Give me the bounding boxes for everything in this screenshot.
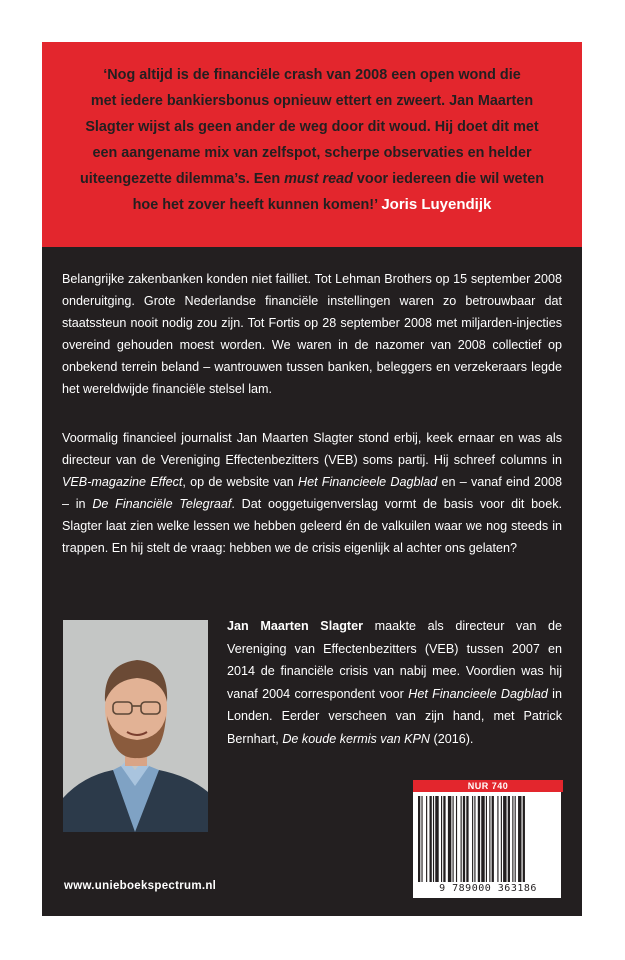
author-bio bbox=[227, 615, 562, 750]
barcode-bar bbox=[426, 796, 427, 882]
endorsement-quote bbox=[62, 62, 562, 218]
barcode-bar bbox=[512, 796, 513, 882]
bio-text: maakte als directeur van de Vereniging van Effectenbezitters (VEB) tussen 2007 en 2014 de financiële crisis van nabij mee. Voordien was hij vanaf 2004 correspondent voor bbox=[227, 619, 563, 701]
quote-line: Slagter wijst als geen ander de weg door dit woud. Hij doet dit met bbox=[85, 119, 539, 135]
barcode-bar bbox=[523, 796, 525, 882]
barcode-box bbox=[412, 779, 562, 899]
barcode-bar bbox=[453, 796, 454, 882]
blurb-text: en – vanaf eind 2008 – in bbox=[62, 475, 562, 511]
blurb-paragraph-2 bbox=[62, 427, 562, 559]
publication-title: Het Financieele Dagblad bbox=[297, 475, 438, 489]
barcode-bar bbox=[456, 796, 457, 882]
barcode-bar bbox=[435, 796, 438, 882]
barcode-bar bbox=[501, 796, 502, 882]
barcode-bar bbox=[443, 796, 445, 882]
blurb-text: Voormalig financieel journalist Jan Maarten Slagter stond erbij, keek ernaar en was als directeur van de Vereniging Effectenbezitters (VEB) soms partij. Hij schreef columns in bbox=[62, 431, 562, 467]
barcode-bar bbox=[481, 796, 484, 882]
publisher-website: www.unieboekspectrum.nl bbox=[64, 880, 217, 892]
quote-line: een aangename mix van zelfspot, scherpe observaties en helder bbox=[92, 145, 532, 161]
barcode-bar bbox=[518, 796, 521, 882]
quote-line: hoe het zover heeft kunnen komen!’ bbox=[132, 197, 382, 213]
quote-line: ‘Nog altijd is de financiële crash van 2008 een open wond die bbox=[103, 67, 521, 83]
barcode-bar bbox=[486, 796, 487, 882]
book-title: De koude kermis van KPN bbox=[282, 731, 431, 746]
quote-line: uiteengezette dilemma’s. Een bbox=[79, 171, 285, 187]
quote-emphasis: must read bbox=[284, 171, 353, 187]
isbn-number: 9 789000 363186 bbox=[439, 883, 537, 894]
barcode-bar bbox=[474, 796, 475, 882]
barcode-bar bbox=[418, 796, 420, 882]
publication-title: Het Financieele Dagblad bbox=[408, 686, 548, 701]
bio-text: in Londen. Eerder verscheen van zijn hand, met Patrick Bernhart, bbox=[227, 686, 562, 746]
isbn-barcode bbox=[418, 796, 558, 882]
author-photo bbox=[63, 620, 208, 832]
barcode-bar bbox=[478, 796, 480, 882]
barcode-bar bbox=[503, 796, 506, 882]
barcode-bar bbox=[472, 796, 473, 882]
quote-author: Joris Luyendijk bbox=[381, 196, 492, 213]
author-name: Jan Maarten Slagter bbox=[227, 619, 364, 633]
nur-code: NUR 740 bbox=[413, 780, 563, 792]
author-portrait-illustration bbox=[63, 620, 208, 832]
blurb-text: , op de website van bbox=[182, 475, 298, 489]
quote-line: met iedere bankiersbonus opnieuw ettert en zweert. Jan Maarten bbox=[90, 93, 534, 109]
barcode-bar bbox=[421, 796, 422, 882]
barcode-bar bbox=[463, 796, 465, 882]
barcode-bar bbox=[466, 796, 468, 882]
barcode-bar bbox=[441, 796, 442, 882]
bio-text: (2016). bbox=[430, 731, 474, 746]
barcode-bar bbox=[515, 796, 516, 882]
blurb-paragraph-1: Belangrijke zakenbanken konden niet failliet. Tot Lehman Brothers op 15 september 2008 onderuitging. Grote Nederlandse financiële instellingen waren zo betrouwbaar dat staatssteun nooit nodig zou zijn. Tot Fortis op 28 september 2008 met miljarden-injecties overeind gehouden moest worden. We waren in de nazomer van 2008 collectief op onbekend terrein beland – wantrouwen tussen banken, beleggers en verzekeraars legde het wereldwijde financiële stelsel lam. bbox=[62, 272, 562, 396]
barcode-bar bbox=[433, 796, 434, 882]
blurb-text: . Dat ooggetuigenverslag vormt de basis voor dit boek. Slagter laat zien welke lessen we hebben geleerd én de valkuilen waar we nog steeds in trappen. En hij stelt de vraag: hebben we de crisis eigenlijk al achter ons gelaten? bbox=[62, 497, 562, 555]
quote-line: voor iedereen die wil weten bbox=[352, 171, 545, 187]
publication-title: De Financiële Telegraaf bbox=[92, 497, 232, 511]
quote-box bbox=[42, 42, 582, 247]
barcode-bar bbox=[489, 796, 490, 882]
publication-title: VEB-magazine Effect bbox=[62, 475, 183, 489]
barcode-bar bbox=[508, 796, 510, 882]
back-cover bbox=[42, 42, 582, 916]
barcode-bar bbox=[497, 796, 498, 882]
barcode-bar bbox=[461, 796, 462, 882]
barcode-bar bbox=[448, 796, 451, 882]
barcode-bar bbox=[492, 796, 494, 882]
barcode-bar bbox=[430, 796, 432, 882]
